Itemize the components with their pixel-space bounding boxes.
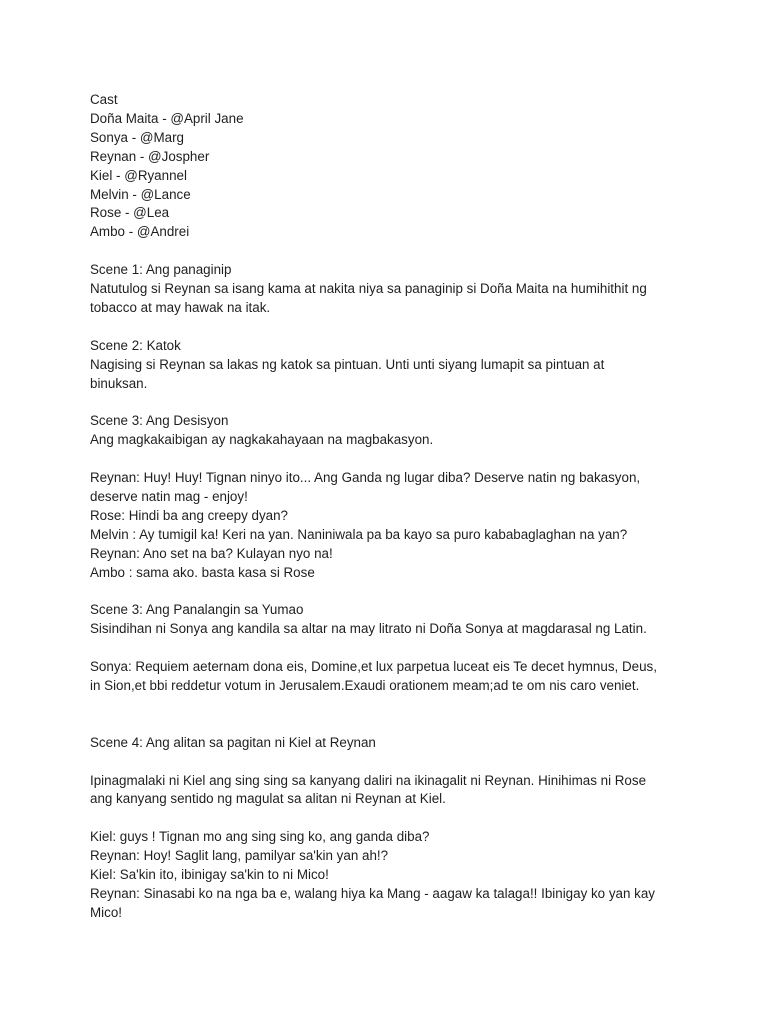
cast-member: Rose - @Lea [90,205,170,221]
scene-1 [90,261,690,318]
scene-title: Scene 4: Ang alitan sa pagitan ni Kiel at Reynan [90,734,376,750]
cast-member: Doña Maita - @April Jane [90,110,244,126]
scene-description: binuksan. [90,375,148,391]
cast-member: Reynan - @Jospher [90,148,210,164]
scene-description: Ipinagmalaki ni Kiel ang sing sing sa kanyang daliri na ikinagalit ni Reynan. Hinihimas ni Rose [90,772,647,788]
scene-title: Scene 2: Katok [90,337,181,353]
scene-3-desisyon [90,412,690,582]
spacer [90,242,690,261]
cast-section [90,91,690,242]
spacer [90,809,690,828]
cast-member: Sonya - @Marg [90,129,184,145]
dialogue-line: Reynan: Sinasabi ko na nga ba e, walang hiya ka Mang - aagaw ka talaga!! Ibinigay ko yan kay [90,885,655,901]
dialogue-line: Reynan: Hoy! Saglit lang, pamilyar sa'kin yan ah!? [90,848,389,864]
scene-3-panalangin [90,601,690,696]
scene-title: Scene 3: Ang Desisyon [90,413,229,429]
spacer [90,318,690,337]
dialogue-line: Kiel: Sa'kin ito, ibinigay sa'kin to ni Mico! [90,867,329,883]
cast-heading: Cast [90,92,118,107]
dialogue-line: Ambo : sama ako. basta kasa si Rose [90,564,315,580]
scene-title: Scene 1: Ang panaginip [90,262,232,278]
dialogue-line: Sonya: Requiem aeternam dona eis, Domine,et lux parpetua luceat eis Te decet hymnus, Deus, [90,659,657,675]
spacer [90,639,690,658]
scene-description: Nagising si Reynan sa lakas ng katok sa pintuan. Unti unti siyang lumapit sa pintuan at [90,356,605,372]
spacer [90,583,690,602]
dialogue-line: Mico! [90,904,122,920]
scene-4 [90,734,690,923]
scene-description: ang kanyang sentido ng magulat sa alitan ni Reynan at Kiel. [90,791,446,807]
dialogue-line: Reynan: Huy! Huy! Tignan ninyo ito... Ang Ganda ng lugar diba? Deserve natin ng bakasyon, [90,470,641,486]
scene-description: Natutulog si Reynan sa isang kama at nakita niya sa panaginip si Doña Maita na humihithit ng [90,281,647,297]
script-document [90,91,690,923]
scene-description: Ang magkakaibigan ay nagkakahayaan na magbakasyon. [90,432,434,448]
cast-member: Kiel - @Ryannel [90,167,187,183]
dialogue-line: Kiel: guys ! Tignan mo ang sing sing ko, ang ganda diba? [90,829,430,845]
dialogue-line: deserve natin mag - enjoy! [90,488,248,504]
spacer [90,753,690,772]
dialogue-line: Reynan: Ano set na ba? Kulayan nyo na! [90,545,333,561]
spacer [90,696,690,734]
spacer [90,450,690,469]
dialogue-line: in Sion,et bbi reddetur votum in Jerusalem.Exaudi orationem meam;ad te om nis caro veniet. [90,678,640,693]
scene-2 [90,337,690,394]
cast-member: Ambo - @Andrei [90,224,190,240]
cast-member: Melvin - @Lance [90,186,191,202]
spacer [90,393,690,412]
scene-title: Scene 3: Ang Panalangin sa Yumao [90,602,304,618]
scene-description: tobacco at may hawak na itak. [90,299,271,315]
scene-description: Sisindihan ni Sonya ang kandila sa altar na may litrato ni Doña Sonya at magdarasal ng Latin. [90,621,647,637]
dialogue-line: Rose: Hindi ba ang creepy dyan? [90,507,289,523]
dialogue-line: Melvin : Ay tumigil ka! Keri na yan. Naniniwala pa ba kayo sa puro kababaglaghan na yan? [90,526,628,542]
